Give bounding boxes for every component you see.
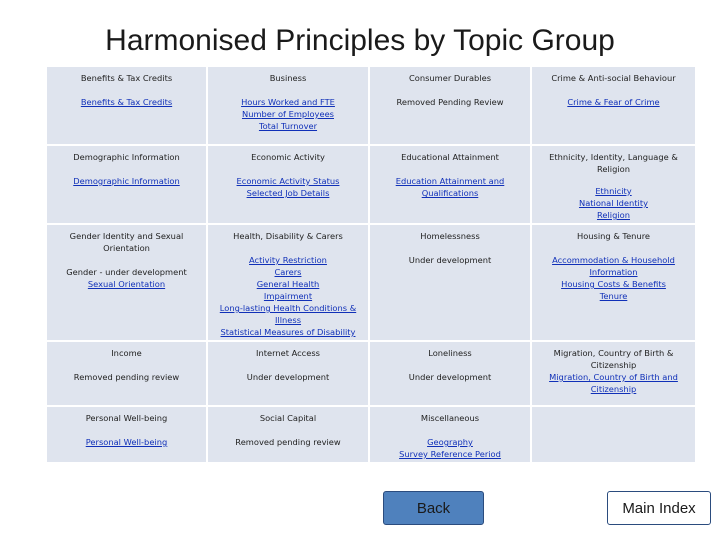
topic-cell-economic-activity <box>208 146 370 225</box>
topic-link[interactable]: Housing Costs & Benefits <box>561 279 666 289</box>
topic-cell-homelessness <box>370 225 532 342</box>
status-text: Under development <box>246 372 330 382</box>
topic-header: Educational Attainment <box>401 152 499 162</box>
topic-link[interactable]: Long-lasting Health Conditions & Illness <box>219 303 357 325</box>
topic-header: Miscellaneous <box>420 413 480 423</box>
topic-cell-benefits <box>47 67 208 146</box>
topic-link[interactable]: Religion <box>596 210 630 220</box>
topic-link[interactable]: Personal Well-being <box>85 437 168 447</box>
topic-header: Social Capital <box>259 413 317 423</box>
topic-link[interactable]: Education Attainment and Qualifications <box>395 176 505 198</box>
topic-cell-education <box>370 146 532 225</box>
topic-link[interactable]: Benefits & Tax Credits <box>80 97 173 107</box>
topic-header: Gender Identity and Sexual Orientation <box>69 231 184 253</box>
topic-link[interactable]: Impairment <box>263 291 313 301</box>
topic-cell-ethnicity <box>532 146 697 225</box>
topic-header: Ethnicity, Identity, Language & Religion <box>549 152 678 174</box>
topic-header: Business <box>269 73 307 83</box>
topic-link[interactable]: Carers <box>274 267 302 277</box>
topic-header: Consumer Durables <box>408 73 492 83</box>
topic-link[interactable]: Total Turnover <box>258 121 318 131</box>
topic-link[interactable]: Economic Activity Status <box>236 176 340 186</box>
topic-link[interactable]: Demographic Information <box>73 176 180 186</box>
topic-link[interactable]: Survey Reference Period <box>399 449 501 459</box>
topic-cell-empty <box>532 407 697 464</box>
topic-link[interactable]: National Identity <box>578 198 648 208</box>
topic-link[interactable]: Ethnicity <box>595 186 632 196</box>
topic-cell-business <box>208 67 370 146</box>
topic-link[interactable]: Number of Employees <box>241 109 334 119</box>
topic-cell-health <box>208 225 370 342</box>
topic-header: Income <box>111 348 142 358</box>
topic-cell-demographic <box>47 146 208 225</box>
topic-cell-loneliness <box>370 342 532 407</box>
topic-header: Economic Activity <box>251 152 325 162</box>
topic-grid <box>47 67 697 464</box>
topic-header: Housing & Tenure <box>576 231 651 241</box>
topic-cell-consumer-durables <box>370 67 532 146</box>
status-text: Under development <box>408 372 492 382</box>
topic-header: Internet Access <box>256 348 320 358</box>
topic-header: Homelessness <box>420 231 480 241</box>
topic-link[interactable]: Migration, Country of Birth and Citizenship <box>549 372 678 394</box>
main-index-button[interactable]: Main Index <box>607 491 711 525</box>
topic-link[interactable]: Sexual Orientation <box>87 279 166 289</box>
topic-link[interactable]: Crime & Fear of Crime <box>567 97 660 107</box>
topic-link[interactable]: Hours Worked and FTE <box>241 97 335 107</box>
topic-link[interactable]: General Health <box>256 279 320 289</box>
topic-link[interactable]: Tenure <box>599 291 628 301</box>
topic-header: Health, Disability & Carers <box>233 231 343 241</box>
status-text: Removed pending review <box>235 437 341 447</box>
topic-cell-income <box>47 342 208 407</box>
topic-cell-miscellaneous <box>370 407 532 464</box>
topic-header: Loneliness <box>428 348 472 358</box>
topic-link[interactable]: Accommodation & Household Information <box>552 255 675 277</box>
topic-cell-social-capital <box>208 407 370 464</box>
topic-header: Personal Well-being <box>85 413 168 423</box>
topic-header: Demographic Information <box>73 152 180 162</box>
back-button[interactable]: Back <box>383 491 484 525</box>
page-title: Harmonised Principles by Topic Group <box>105 24 615 57</box>
topic-header: Migration, Country of Birth & Citizenship <box>553 348 674 370</box>
topic-cell-gender-identity <box>47 225 208 342</box>
topic-cell-crime <box>532 67 697 146</box>
status-text: Removed Pending Review <box>396 97 504 107</box>
topic-link[interactable]: Selected Job Details <box>246 188 330 198</box>
topic-cell-personal-wellbeing <box>47 407 208 464</box>
topic-link[interactable]: Geography <box>427 437 473 447</box>
topic-link[interactable]: Activity Restriction <box>249 255 327 265</box>
topic-cell-migration <box>532 342 697 407</box>
topic-cell-housing <box>532 225 697 342</box>
status-text: Gender - under development <box>66 267 187 277</box>
topic-cell-internet-access <box>208 342 370 407</box>
status-text: Removed pending review <box>73 372 180 382</box>
topic-link[interactable]: Statistical Measures of Disability <box>220 327 356 337</box>
status-text: Under development <box>408 255 492 265</box>
topic-header: Crime & Anti-social Behaviour <box>551 73 676 83</box>
topic-header: Benefits & Tax Credits <box>80 73 173 83</box>
